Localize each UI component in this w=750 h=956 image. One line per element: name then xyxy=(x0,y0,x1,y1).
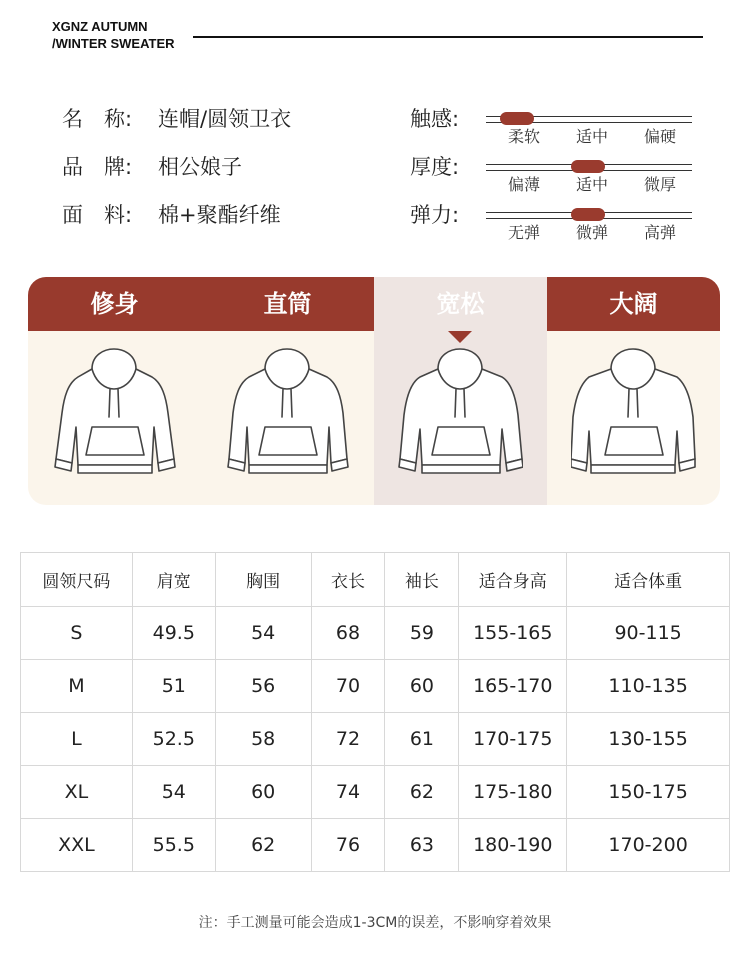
table-cell: 130-155 xyxy=(567,713,730,766)
scale-option: 偏薄 xyxy=(507,175,540,194)
scale-option: 柔软 xyxy=(507,127,540,146)
table-header-cell: 袖长 xyxy=(385,553,459,607)
info-brand-row xyxy=(62,152,242,182)
touch-scale xyxy=(410,104,710,154)
table-cell: 51 xyxy=(132,660,215,713)
scale-label: 弹力: xyxy=(410,203,460,227)
table-cell: 62 xyxy=(215,819,311,872)
table-cell: 110-135 xyxy=(567,660,730,713)
info-value: 连帽/圆领卫衣 xyxy=(158,107,292,131)
table-row xyxy=(21,607,730,660)
table-cell: 63 xyxy=(385,819,459,872)
fit-option-loose xyxy=(374,277,547,505)
fit-label: 大阔 xyxy=(609,290,658,318)
table-header-cell: 圆领尺码 xyxy=(21,553,133,607)
fit-option-straight xyxy=(201,277,374,505)
hoodie-icon xyxy=(571,347,696,482)
fit-option-wide xyxy=(547,277,720,505)
table-cell: XXL xyxy=(21,819,133,872)
table-header-cell: 肩宽 xyxy=(132,553,215,607)
scale-option: 无弹 xyxy=(507,223,540,242)
elasticity-scale xyxy=(410,200,710,250)
table-cell: XL xyxy=(21,766,133,819)
table-cell: 61 xyxy=(385,713,459,766)
table-cell: 150-175 xyxy=(567,766,730,819)
scale-option: 微弹 xyxy=(575,223,608,242)
scale-option: 偏硬 xyxy=(643,127,676,146)
fit-panel xyxy=(28,277,720,505)
scale-track xyxy=(486,212,692,219)
table-row xyxy=(21,713,730,766)
table-row xyxy=(21,766,730,819)
table-cell: 56 xyxy=(215,660,311,713)
scale-option: 适中 xyxy=(575,175,608,194)
table-cell: 60 xyxy=(385,660,459,713)
table-cell: 72 xyxy=(311,713,385,766)
info-label: 面 料: xyxy=(62,203,133,227)
table-cell: 58 xyxy=(215,713,311,766)
size-table xyxy=(20,552,730,872)
table-cell: M xyxy=(21,660,133,713)
fit-label: 直筒 xyxy=(263,290,312,318)
hoodie-icon xyxy=(52,347,177,482)
scale-option: 微厚 xyxy=(643,175,676,194)
table-cell: 59 xyxy=(385,607,459,660)
header-divider xyxy=(193,36,703,38)
table-header-row xyxy=(21,553,730,607)
info-fabric-row xyxy=(62,200,281,230)
scale-option: 高弹 xyxy=(643,223,676,242)
thickness-scale xyxy=(410,152,710,202)
table-cell: 170-200 xyxy=(567,819,730,872)
table-cell: 52.5 xyxy=(132,713,215,766)
scale-label: 触感: xyxy=(410,107,460,131)
table-cell: 74 xyxy=(311,766,385,819)
info-value: 棉+聚酯纤维 xyxy=(158,203,281,227)
fit-option-slim xyxy=(28,277,201,505)
table-header-cell: 胸围 xyxy=(215,553,311,607)
table-header-cell: 适合身高 xyxy=(459,553,567,607)
info-label: 名 称: xyxy=(62,107,133,131)
scale-track xyxy=(486,164,692,171)
hoodie-icon xyxy=(225,347,350,482)
fit-label: 宽松 xyxy=(436,290,485,318)
scale-label: 厚度: xyxy=(410,155,460,179)
table-cell: 49.5 xyxy=(132,607,215,660)
measurement-note: 注：手工测量可能会造成1-3CM的误差，不影响穿着效果 xyxy=(198,915,552,931)
table-cell: 180-190 xyxy=(459,819,567,872)
table-header-cell: 衣长 xyxy=(311,553,385,607)
brand-line-1: XGNZ AUTUMN xyxy=(52,19,148,34)
brand-line-2: /WINTER SWEATER xyxy=(52,36,175,51)
table-cell: 70 xyxy=(311,660,385,713)
table-cell: 76 xyxy=(311,819,385,872)
table-cell: 68 xyxy=(311,607,385,660)
hoodie-icon xyxy=(398,347,523,482)
table-cell: 62 xyxy=(385,766,459,819)
table-cell: 155-165 xyxy=(459,607,567,660)
info-name-row xyxy=(62,104,291,134)
table-cell: S xyxy=(21,607,133,660)
table-cell: 55.5 xyxy=(132,819,215,872)
scale-track xyxy=(486,116,692,123)
table-header-cell: 适合体重 xyxy=(567,553,730,607)
table-row xyxy=(21,819,730,872)
table-cell: 175-180 xyxy=(459,766,567,819)
table-cell: 54 xyxy=(215,607,311,660)
selected-arrow-icon xyxy=(448,331,472,343)
brand-title xyxy=(52,18,175,52)
info-value: 相公娘子 xyxy=(158,155,242,179)
table-cell: 54 xyxy=(132,766,215,819)
table-cell: 165-170 xyxy=(459,660,567,713)
table-cell: 170-175 xyxy=(459,713,567,766)
table-cell: L xyxy=(21,713,133,766)
table-row xyxy=(21,660,730,713)
table-cell: 90-115 xyxy=(567,607,730,660)
scale-option: 适中 xyxy=(575,127,608,146)
info-label: 品 牌: xyxy=(62,155,133,179)
table-cell: 60 xyxy=(215,766,311,819)
fit-label: 修身 xyxy=(90,290,139,318)
